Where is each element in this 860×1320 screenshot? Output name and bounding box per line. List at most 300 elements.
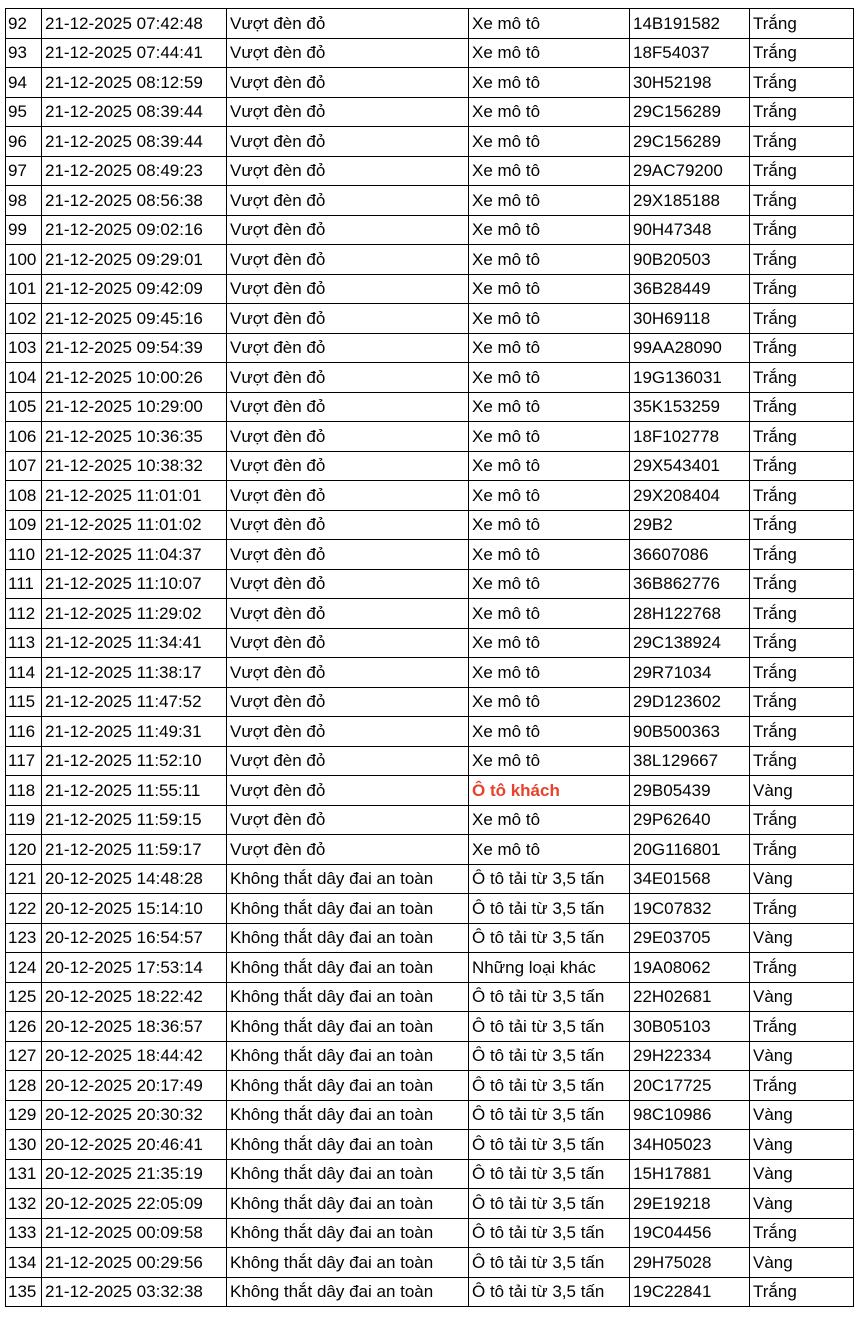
cell-plate: 29P62640: [630, 805, 750, 835]
cell-violation: Vượt đèn đỏ: [227, 835, 469, 865]
cell-plate: 19A08062: [630, 953, 750, 983]
table-row: [6, 1159, 854, 1189]
cell-plate: 29AC79200: [630, 156, 750, 186]
cell-plate: 19C04456: [630, 1218, 750, 1248]
cell-violation: Vượt đèn đỏ: [227, 392, 469, 422]
table-row: [6, 1130, 854, 1160]
cell-stt: 134: [6, 1248, 42, 1278]
cell-vehicle-type: Xe mô tô: [469, 186, 630, 216]
cell-plate-color: Trắng: [750, 805, 854, 835]
cell-violation: Vượt đèn đỏ: [227, 9, 469, 39]
cell-plate: 36607086: [630, 540, 750, 570]
cell-stt: 116: [6, 717, 42, 747]
cell-plate: 99AA28090: [630, 333, 750, 363]
cell-datetime: 21-12-2025 09:54:39: [42, 333, 227, 363]
cell-plate: 36B862776: [630, 569, 750, 599]
cell-plate-color: Trắng: [750, 422, 854, 452]
cell-vehicle-type: Ô tô tải từ 3,5 tấn: [469, 1071, 630, 1101]
cell-vehicle-type: Xe mô tô: [469, 746, 630, 776]
cell-datetime: 21-12-2025 11:52:10: [42, 746, 227, 776]
cell-violation: Vượt đèn đỏ: [227, 687, 469, 717]
cell-violation: Vượt đèn đỏ: [227, 38, 469, 68]
cell-violation: Không thắt dây đai an toàn: [227, 1218, 469, 1248]
cell-stt: 106: [6, 422, 42, 452]
cell-plate-color: Trắng: [750, 68, 854, 98]
cell-vehicle-type: Ô tô tải từ 3,5 tấn: [469, 1248, 630, 1278]
cell-vehicle-type: Xe mô tô: [469, 274, 630, 304]
cell-datetime: 21-12-2025 10:38:32: [42, 451, 227, 481]
cell-plate-color: Trắng: [750, 333, 854, 363]
cell-stt: 104: [6, 363, 42, 393]
cell-plate: 29C156289: [630, 97, 750, 127]
table-row: [6, 97, 854, 127]
cell-plate-color: Vàng: [750, 1189, 854, 1219]
cell-plate-color: Vàng: [750, 1100, 854, 1130]
cell-plate-color: Trắng: [750, 687, 854, 717]
cell-plate: 29H75028: [630, 1248, 750, 1278]
cell-stt: 120: [6, 835, 42, 865]
cell-vehicle-type: Xe mô tô: [469, 628, 630, 658]
cell-plate: 34H05023: [630, 1130, 750, 1160]
table-row: [6, 481, 854, 511]
cell-plate-color: Trắng: [750, 245, 854, 275]
cell-vehicle-type: Ô tô tải từ 3,5 tấn: [469, 982, 630, 1012]
cell-plate: 30H69118: [630, 304, 750, 334]
table-row: [6, 776, 854, 806]
cell-stt: 118: [6, 776, 42, 806]
cell-stt: 103: [6, 333, 42, 363]
table-row: [6, 1248, 854, 1278]
cell-plate: 29H22334: [630, 1041, 750, 1071]
cell-violation: Vượt đèn đỏ: [227, 186, 469, 216]
cell-stt: 132: [6, 1189, 42, 1219]
cell-violation: Không thắt dây đai an toàn: [227, 1041, 469, 1071]
cell-datetime: 21-12-2025 07:44:41: [42, 38, 227, 68]
cell-violation: Vượt đèn đỏ: [227, 628, 469, 658]
cell-plate-color: Vàng: [750, 1159, 854, 1189]
cell-violation: Vượt đèn đỏ: [227, 215, 469, 245]
cell-datetime: 20-12-2025 18:22:42: [42, 982, 227, 1012]
cell-plate: 29R71034: [630, 658, 750, 688]
cell-stt: 105: [6, 392, 42, 422]
cell-vehicle-type: Xe mô tô: [469, 68, 630, 98]
cell-plate-color: Trắng: [750, 1218, 854, 1248]
cell-violation: Không thắt dây đai an toàn: [227, 1071, 469, 1101]
cell-datetime: 21-12-2025 08:56:38: [42, 186, 227, 216]
table-row: [6, 422, 854, 452]
cell-datetime: 21-12-2025 11:34:41: [42, 628, 227, 658]
table-row: [6, 894, 854, 924]
cell-plate-color: Vàng: [750, 864, 854, 894]
cell-vehicle-type: Ô tô tải từ 3,5 tấn: [469, 1100, 630, 1130]
table-row: [6, 569, 854, 599]
table-row: [6, 864, 854, 894]
cell-violation: Vượt đèn đỏ: [227, 127, 469, 157]
cell-stt: 94: [6, 68, 42, 98]
cell-plate: 14B191582: [630, 9, 750, 39]
cell-plate-color: Trắng: [750, 1012, 854, 1042]
cell-violation: Vượt đèn đỏ: [227, 422, 469, 452]
cell-plate-color: Vàng: [750, 923, 854, 953]
table-row: [6, 982, 854, 1012]
cell-violation: Vượt đèn đỏ: [227, 540, 469, 570]
cell-plate-color: Trắng: [750, 363, 854, 393]
cell-datetime: 21-12-2025 00:29:56: [42, 1248, 227, 1278]
cell-plate-color: Trắng: [750, 392, 854, 422]
cell-plate-color: Trắng: [750, 599, 854, 629]
cell-plate-color: Trắng: [750, 127, 854, 157]
cell-vehicle-type: Ô tô tải từ 3,5 tấn: [469, 864, 630, 894]
cell-plate-color: Trắng: [750, 156, 854, 186]
cell-vehicle-type: Xe mô tô: [469, 687, 630, 717]
cell-stt: 108: [6, 481, 42, 511]
cell-stt: 127: [6, 1041, 42, 1071]
cell-datetime: 20-12-2025 20:17:49: [42, 1071, 227, 1101]
cell-plate-color: Trắng: [750, 1071, 854, 1101]
cell-vehicle-type: Xe mô tô: [469, 540, 630, 570]
cell-vehicle-type: Xe mô tô: [469, 363, 630, 393]
cell-plate: 35K153259: [630, 392, 750, 422]
cell-plate: 98C10986: [630, 1100, 750, 1130]
cell-vehicle-type: Xe mô tô: [469, 422, 630, 452]
cell-plate: 18F102778: [630, 422, 750, 452]
cell-datetime: 21-12-2025 10:29:00: [42, 392, 227, 422]
cell-datetime: 21-12-2025 08:49:23: [42, 156, 227, 186]
cell-vehicle-type: Xe mô tô: [469, 835, 630, 865]
cell-plate: 29X543401: [630, 451, 750, 481]
cell-datetime: 21-12-2025 09:45:16: [42, 304, 227, 334]
cell-plate: 29B2: [630, 510, 750, 540]
table-row: [6, 717, 854, 747]
cell-plate: 29X208404: [630, 481, 750, 511]
cell-vehicle-type: Xe mô tô: [469, 481, 630, 511]
cell-violation: Vượt đèn đỏ: [227, 569, 469, 599]
cell-stt: 96: [6, 127, 42, 157]
cell-stt: 101: [6, 274, 42, 304]
cell-plate-color: Trắng: [750, 658, 854, 688]
cell-datetime: 21-12-2025 07:42:48: [42, 9, 227, 39]
cell-plate-color: Trắng: [750, 746, 854, 776]
cell-violation: Vượt đèn đỏ: [227, 245, 469, 275]
cell-stt: 102: [6, 304, 42, 334]
cell-plate: 15H17881: [630, 1159, 750, 1189]
cell-violation: Vượt đèn đỏ: [227, 805, 469, 835]
cell-plate-color: Trắng: [750, 1277, 854, 1307]
cell-plate-color: Vàng: [750, 1130, 854, 1160]
table-row: [6, 186, 854, 216]
cell-plate-color: Vàng: [750, 1248, 854, 1278]
cell-plate-color: Trắng: [750, 540, 854, 570]
cell-stt: 109: [6, 510, 42, 540]
cell-plate-color: Trắng: [750, 510, 854, 540]
cell-vehicle-type: Xe mô tô: [469, 215, 630, 245]
cell-stt: 124: [6, 953, 42, 983]
cell-violation: Vượt đèn đỏ: [227, 68, 469, 98]
table-row: [6, 1100, 854, 1130]
cell-stt: 128: [6, 1071, 42, 1101]
cell-datetime: 21-12-2025 08:39:44: [42, 127, 227, 157]
cell-violation: Vượt đèn đỏ: [227, 717, 469, 747]
cell-plate: 19G136031: [630, 363, 750, 393]
cell-datetime: 21-12-2025 09:02:16: [42, 215, 227, 245]
cell-plate-color: Vàng: [750, 1041, 854, 1071]
cell-stt: 133: [6, 1218, 42, 1248]
cell-plate: 90H47348: [630, 215, 750, 245]
table-row: [6, 1218, 854, 1248]
cell-datetime: 20-12-2025 16:54:57: [42, 923, 227, 953]
cell-vehicle-type: Ô tô tải từ 3,5 tấn: [469, 1041, 630, 1071]
cell-plate-color: Trắng: [750, 451, 854, 481]
cell-datetime: 21-12-2025 00:09:58: [42, 1218, 227, 1248]
cell-violation: Vượt đèn đỏ: [227, 776, 469, 806]
cell-vehicle-type: Xe mô tô: [469, 333, 630, 363]
table-body: [6, 9, 854, 1307]
cell-vehicle-type: Xe mô tô: [469, 569, 630, 599]
cell-datetime: 20-12-2025 21:35:19: [42, 1159, 227, 1189]
cell-violation: Không thắt dây đai an toàn: [227, 1100, 469, 1130]
cell-datetime: 21-12-2025 11:01:02: [42, 510, 227, 540]
cell-datetime: 21-12-2025 11:49:31: [42, 717, 227, 747]
cell-violation: Không thắt dây đai an toàn: [227, 1277, 469, 1307]
cell-vehicle-type: Xe mô tô: [469, 97, 630, 127]
table-row: [6, 835, 854, 865]
cell-plate-color: Trắng: [750, 717, 854, 747]
cell-plate: 29D123602: [630, 687, 750, 717]
cell-vehicle-type: Ô tô tải từ 3,5 tấn: [469, 1159, 630, 1189]
cell-vehicle-type: Xe mô tô: [469, 38, 630, 68]
cell-stt: 97: [6, 156, 42, 186]
cell-datetime: 21-12-2025 10:00:26: [42, 363, 227, 393]
cell-stt: 129: [6, 1100, 42, 1130]
table-row: [6, 1012, 854, 1042]
cell-violation: Vượt đèn đỏ: [227, 746, 469, 776]
cell-datetime: 21-12-2025 11:38:17: [42, 658, 227, 688]
cell-vehicle-type: Xe mô tô: [469, 9, 630, 39]
cell-datetime: 20-12-2025 22:05:09: [42, 1189, 227, 1219]
cell-violation: Không thắt dây đai an toàn: [227, 982, 469, 1012]
cell-datetime: 21-12-2025 11:59:17: [42, 835, 227, 865]
cell-datetime: 21-12-2025 09:42:09: [42, 274, 227, 304]
cell-vehicle-type: Xe mô tô: [469, 245, 630, 275]
cell-plate-color: Trắng: [750, 97, 854, 127]
cell-vehicle-type: Xe mô tô: [469, 392, 630, 422]
table-row: [6, 215, 854, 245]
cell-vehicle-type: Xe mô tô: [469, 156, 630, 186]
cell-vehicle-type: Ô tô tải từ 3,5 tấn: [469, 1277, 630, 1307]
cell-datetime: 21-12-2025 03:32:38: [42, 1277, 227, 1307]
cell-plate-color: Trắng: [750, 38, 854, 68]
cell-datetime: 21-12-2025 11:01:01: [42, 481, 227, 511]
cell-plate: 30H52198: [630, 68, 750, 98]
cell-datetime: 20-12-2025 15:14:10: [42, 894, 227, 924]
cell-datetime: 20-12-2025 14:48:28: [42, 864, 227, 894]
cell-plate: 22H02681: [630, 982, 750, 1012]
cell-datetime: 20-12-2025 20:46:41: [42, 1130, 227, 1160]
cell-vehicle-type: Ô tô tải từ 3,5 tấn: [469, 1218, 630, 1248]
table-row: [6, 540, 854, 570]
cell-stt: 125: [6, 982, 42, 1012]
cell-plate: 29C138924: [630, 628, 750, 658]
cell-violation: Không thắt dây đai an toàn: [227, 923, 469, 953]
cell-plate-color: Trắng: [750, 569, 854, 599]
cell-datetime: 21-12-2025 08:39:44: [42, 97, 227, 127]
cell-plate-color: Trắng: [750, 953, 854, 983]
table-row: [6, 1189, 854, 1219]
cell-violation: Vượt đèn đỏ: [227, 333, 469, 363]
cell-datetime: 21-12-2025 08:12:59: [42, 68, 227, 98]
table-row: [6, 1277, 854, 1307]
cell-vehicle-type: Ô tô tải từ 3,5 tấn: [469, 1189, 630, 1219]
cell-plate: 29X185188: [630, 186, 750, 216]
cell-plate-color: Trắng: [750, 304, 854, 334]
table-row: [6, 9, 854, 39]
cell-violation: Vượt đèn đỏ: [227, 599, 469, 629]
cell-plate-color: Trắng: [750, 835, 854, 865]
cell-stt: 123: [6, 923, 42, 953]
cell-stt: 99: [6, 215, 42, 245]
table-row: [6, 687, 854, 717]
table-row: [6, 746, 854, 776]
cell-vehicle-type: Ô tô tải từ 3,5 tấn: [469, 1012, 630, 1042]
cell-datetime: 21-12-2025 11:55:11: [42, 776, 227, 806]
cell-violation: Không thắt dây đai an toàn: [227, 864, 469, 894]
cell-violation: Vượt đèn đỏ: [227, 510, 469, 540]
cell-stt: 115: [6, 687, 42, 717]
cell-plate: 19C22841: [630, 1277, 750, 1307]
cell-vehicle-type: Xe mô tô: [469, 658, 630, 688]
cell-plate-color: Vàng: [750, 776, 854, 806]
cell-vehicle-type: Ô tô tải từ 3,5 tấn: [469, 1130, 630, 1160]
cell-vehicle-type: Xe mô tô: [469, 805, 630, 835]
cell-vehicle-type: Ô tô tải từ 3,5 tấn: [469, 923, 630, 953]
cell-violation: Vượt đèn đỏ: [227, 451, 469, 481]
table-row: [6, 127, 854, 157]
cell-plate: 38L129667: [630, 746, 750, 776]
cell-plate-color: Trắng: [750, 186, 854, 216]
cell-vehicle-type: Ô tô khách: [469, 776, 630, 806]
cell-vehicle-type: Xe mô tô: [469, 717, 630, 747]
cell-violation: Không thắt dây đai an toàn: [227, 1248, 469, 1278]
cell-plate-color: Trắng: [750, 274, 854, 304]
cell-stt: 130: [6, 1130, 42, 1160]
cell-stt: 126: [6, 1012, 42, 1042]
cell-plate: 19C07832: [630, 894, 750, 924]
cell-plate: 29C156289: [630, 127, 750, 157]
cell-vehicle-type: Xe mô tô: [469, 599, 630, 629]
cell-violation: Không thắt dây đai an toàn: [227, 1189, 469, 1219]
cell-datetime: 20-12-2025 18:36:57: [42, 1012, 227, 1042]
table-row: [6, 599, 854, 629]
cell-vehicle-type: Xe mô tô: [469, 510, 630, 540]
cell-violation: Vượt đèn đỏ: [227, 481, 469, 511]
cell-vehicle-type: Ô tô tải từ 3,5 tấn: [469, 894, 630, 924]
cell-stt: 93: [6, 38, 42, 68]
cell-stt: 135: [6, 1277, 42, 1307]
cell-violation: Vượt đèn đỏ: [227, 304, 469, 334]
table-row: [6, 304, 854, 334]
table-row: [6, 392, 854, 422]
cell-plate: 36B28449: [630, 274, 750, 304]
table-row: [6, 510, 854, 540]
cell-datetime: 21-12-2025 11:47:52: [42, 687, 227, 717]
cell-datetime: 21-12-2025 10:36:35: [42, 422, 227, 452]
cell-stt: 113: [6, 628, 42, 658]
cell-vehicle-type: Xe mô tô: [469, 451, 630, 481]
cell-stt: 114: [6, 658, 42, 688]
cell-stt: 95: [6, 97, 42, 127]
cell-plate: 29E03705: [630, 923, 750, 953]
table-row: [6, 805, 854, 835]
cell-vehicle-type: Những loại khác: [469, 953, 630, 983]
cell-plate: 20G116801: [630, 835, 750, 865]
cell-violation: Không thắt dây đai an toàn: [227, 894, 469, 924]
table-row: [6, 38, 854, 68]
table-row: [6, 274, 854, 304]
cell-stt: 121: [6, 864, 42, 894]
cell-plate: 29E19218: [630, 1189, 750, 1219]
cell-stt: 112: [6, 599, 42, 629]
table-row: [6, 363, 854, 393]
violations-table: [5, 8, 854, 1307]
table-row: [6, 156, 854, 186]
cell-datetime: 21-12-2025 11:04:37: [42, 540, 227, 570]
cell-datetime: 21-12-2025 11:29:02: [42, 599, 227, 629]
cell-stt: 110: [6, 540, 42, 570]
cell-plate: 30B05103: [630, 1012, 750, 1042]
cell-violation: Vượt đèn đỏ: [227, 274, 469, 304]
cell-plate: 90B500363: [630, 717, 750, 747]
cell-violation: Không thắt dây đai an toàn: [227, 1012, 469, 1042]
cell-stt: 119: [6, 805, 42, 835]
table-row: [6, 628, 854, 658]
cell-plate: 20C17725: [630, 1071, 750, 1101]
cell-stt: 111: [6, 569, 42, 599]
table-row: [6, 333, 854, 363]
cell-plate-color: Trắng: [750, 628, 854, 658]
cell-plate: 28H122768: [630, 599, 750, 629]
cell-violation: Vượt đèn đỏ: [227, 156, 469, 186]
cell-datetime: 20-12-2025 17:53:14: [42, 953, 227, 983]
cell-stt: 107: [6, 451, 42, 481]
cell-violation: Vượt đèn đỏ: [227, 363, 469, 393]
cell-datetime: 21-12-2025 11:10:07: [42, 569, 227, 599]
table-row: [6, 658, 854, 688]
cell-plate: 18F54037: [630, 38, 750, 68]
cell-stt: 100: [6, 245, 42, 275]
table-row: [6, 245, 854, 275]
cell-violation: Vượt đèn đỏ: [227, 97, 469, 127]
cell-stt: 117: [6, 746, 42, 776]
cell-plate-color: Trắng: [750, 481, 854, 511]
cell-stt: 131: [6, 1159, 42, 1189]
cell-stt: 92: [6, 9, 42, 39]
table-row: [6, 953, 854, 983]
cell-plate-color: Trắng: [750, 215, 854, 245]
table-row: [6, 923, 854, 953]
cell-violation: Không thắt dây đai an toàn: [227, 1159, 469, 1189]
cell-stt: 98: [6, 186, 42, 216]
table-row: [6, 451, 854, 481]
cell-datetime: 20-12-2025 20:30:32: [42, 1100, 227, 1130]
table-row: [6, 1071, 854, 1101]
cell-plate: 34E01568: [630, 864, 750, 894]
table-row: [6, 68, 854, 98]
cell-plate-color: Trắng: [750, 894, 854, 924]
cell-datetime: 21-12-2025 09:29:01: [42, 245, 227, 275]
cell-stt: 122: [6, 894, 42, 924]
cell-violation: Không thắt dây đai an toàn: [227, 1130, 469, 1160]
cell-violation: Vượt đèn đỏ: [227, 658, 469, 688]
